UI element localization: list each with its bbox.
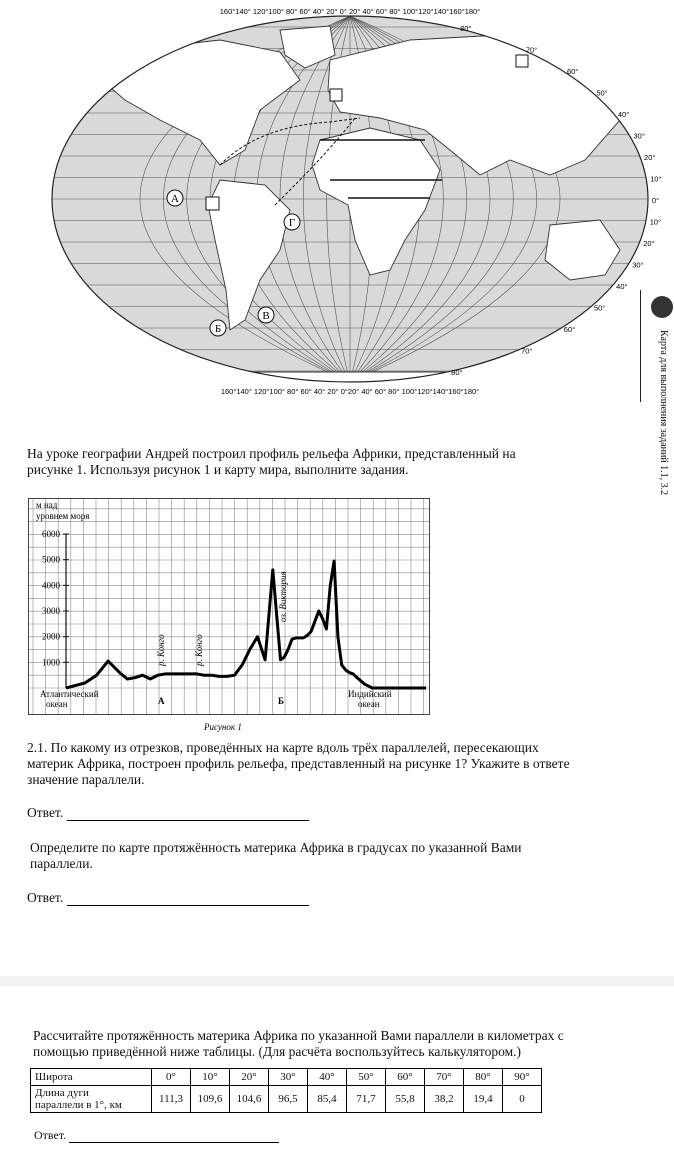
chart-caption: Рисунок 1	[204, 722, 242, 732]
map-latitude-label: 30°	[632, 260, 644, 270]
map-latitude-label: 70°	[521, 346, 533, 356]
map-bottom-longitudes: 160°140° 120°100° 80° 60° 40° 20° 0°20° 40° 60° 80° 100°120°140°160°180°	[220, 387, 480, 396]
map-side-caption	[640, 290, 674, 496]
calc-line-1: Рассчитайте протяжённость материка Африка по указанной Вами параллели в километрах с	[33, 1028, 564, 1043]
row-label-length	[31, 1086, 152, 1113]
map-latitude-label: 20°	[643, 239, 655, 248]
arc-length-table	[30, 1068, 542, 1113]
map-top-longitudes: 160°140° 120°100° 80° 60° 40° 20° 0° 20° 40° 60° 80° 100°120°140°160°180°	[219, 7, 481, 16]
map-graticule	[30, 0, 670, 402]
question-calc	[33, 1028, 663, 1060]
length-cell: 38,2	[425, 1086, 464, 1113]
table-row-length	[31, 1086, 542, 1113]
relief-profile-line	[66, 561, 426, 688]
chart-point-b: Б	[278, 696, 284, 706]
q21-line-1: 2.1. По какому из отрезков, проведённых на карте вдоль трёх параллелей, пересекающих	[27, 740, 539, 755]
length-cell: 96,5	[269, 1086, 308, 1113]
answer-3-label: Ответ.	[34, 1128, 67, 1142]
lat-cell: 70°	[425, 1069, 464, 1086]
answer-3	[34, 1128, 279, 1143]
map-latitude-label: 80°	[460, 24, 472, 33]
chart-annot-victoria: оз. Виктория	[278, 571, 288, 622]
answer-2-field[interactable]	[67, 905, 309, 906]
q21-line-2: материк Африка, построен профиль рельефа, представленный на рисунке 1? Укажите в ответе	[27, 756, 570, 771]
length-cell: 85,4	[308, 1086, 347, 1113]
y-tick-label: 4000	[42, 580, 60, 591]
length-cell: 71,7	[347, 1086, 386, 1113]
marker-b-label: Б	[214, 323, 222, 335]
length-cell: 0	[503, 1086, 542, 1113]
chart-right-ocean-2: океан	[358, 699, 380, 709]
intro-text	[27, 446, 657, 478]
lat-cell: 10°	[191, 1069, 230, 1086]
chart-annot-congo-2: р. Конго	[194, 634, 204, 666]
world-map-svg	[30, 0, 670, 402]
row-label-latitude: Широта	[31, 1069, 152, 1086]
q21-line-3: значение параллели.	[27, 772, 145, 787]
map-latitude-label: 0°	[651, 196, 660, 205]
question-2-1	[27, 740, 657, 788]
relief-profile-chart	[28, 498, 430, 738]
intro-line-2: рисунке 1. Используя рисунок 1 и карту мира, выполните задания.	[27, 462, 409, 477]
length-cell: 19,4	[464, 1086, 503, 1113]
question-extent	[30, 840, 660, 872]
calc-line-2: помощью приведённой ниже таблицы. (Для расчёта воспользуйтесь калькулятором.)	[33, 1044, 522, 1059]
y-tick-label: 2000	[42, 631, 60, 642]
map-latitude-label: 10°	[649, 217, 662, 227]
map-latitude-label: 20°	[644, 153, 656, 162]
length-cell: 111,3	[152, 1086, 191, 1113]
chart-left-ocean-1: Атлантический	[40, 689, 99, 699]
antarctica	[150, 372, 550, 385]
row-label-length-1: Длина дуги	[35, 1087, 89, 1099]
extent-line-1: Определите по карте протяжённость материка Африка в градусах по указанной Вами	[30, 840, 522, 855]
map-latitude-label: 50°	[593, 303, 606, 313]
lat-cell: 20°	[230, 1069, 269, 1086]
lat-cell: 0°	[152, 1069, 191, 1086]
chart-annot-congo-1: р. Конго	[156, 634, 166, 666]
relief-profile-svg	[28, 498, 430, 738]
answer-1	[27, 805, 309, 821]
y-tick-label: 5000	[42, 554, 60, 565]
row-label-length-2: параллели в 1°, км	[35, 1099, 122, 1111]
answer-2-label: Ответ.	[27, 890, 64, 905]
y-tick-label: 1000	[42, 657, 60, 668]
world-map	[30, 0, 670, 402]
answer-3-field[interactable]	[69, 1142, 279, 1143]
chart-ylabel-1: м над	[36, 500, 58, 510]
extent-line-2: параллели.	[30, 856, 93, 871]
page-separator	[0, 976, 674, 986]
map-latitude-label: 10°	[650, 174, 662, 184]
marker-g-label: Г	[288, 217, 296, 229]
lat-cell: 60°	[386, 1069, 425, 1086]
map-latitude-label: 40°	[617, 110, 630, 119]
y-tick-label: 3000	[42, 606, 60, 616]
map-latitude-label: 70°	[525, 45, 538, 55]
side-caption-text: Карта для выполнения заданий 1.1, 3.2	[658, 330, 669, 496]
lat-cell: 30°	[269, 1069, 308, 1086]
length-cell: 55,8	[386, 1086, 425, 1113]
chart-ylabel-2: уровнем моря	[36, 511, 90, 521]
map-latitude-label: 30°	[633, 131, 645, 141]
map-latitude-label: 60°	[563, 325, 576, 334]
chart-right-ocean-1: Индийский	[348, 689, 392, 699]
map-latitude-label: 60°	[566, 67, 579, 76]
marker-v-label: В	[262, 310, 270, 322]
globe-icon	[651, 296, 673, 318]
map-latitude-label: 80°	[451, 368, 463, 377]
y-tick-label: 6000	[42, 529, 60, 539]
map-latitude-label: 50°	[596, 88, 608, 98]
chart-left-ocean-2: океан	[46, 699, 68, 709]
lat-cell: 80°	[464, 1069, 503, 1086]
marker-a-label: А	[171, 193, 179, 205]
length-cell: 104,6	[230, 1086, 269, 1113]
map-latitude-label: 40°	[616, 282, 628, 291]
lat-cell: 50°	[347, 1069, 386, 1086]
lat-cell: 90°	[503, 1069, 542, 1086]
answer-1-field[interactable]	[67, 820, 309, 821]
chart-point-a: А	[158, 696, 165, 706]
intro-line-1: На уроке географии Андрей построил профиль рельефа Африки, представленный на	[27, 446, 516, 461]
table-row-latitude	[31, 1069, 542, 1086]
answer-2	[27, 890, 309, 906]
length-cell: 109,6	[191, 1086, 230, 1113]
answer-1-label: Ответ.	[27, 805, 64, 820]
lat-cell: 40°	[308, 1069, 347, 1086]
